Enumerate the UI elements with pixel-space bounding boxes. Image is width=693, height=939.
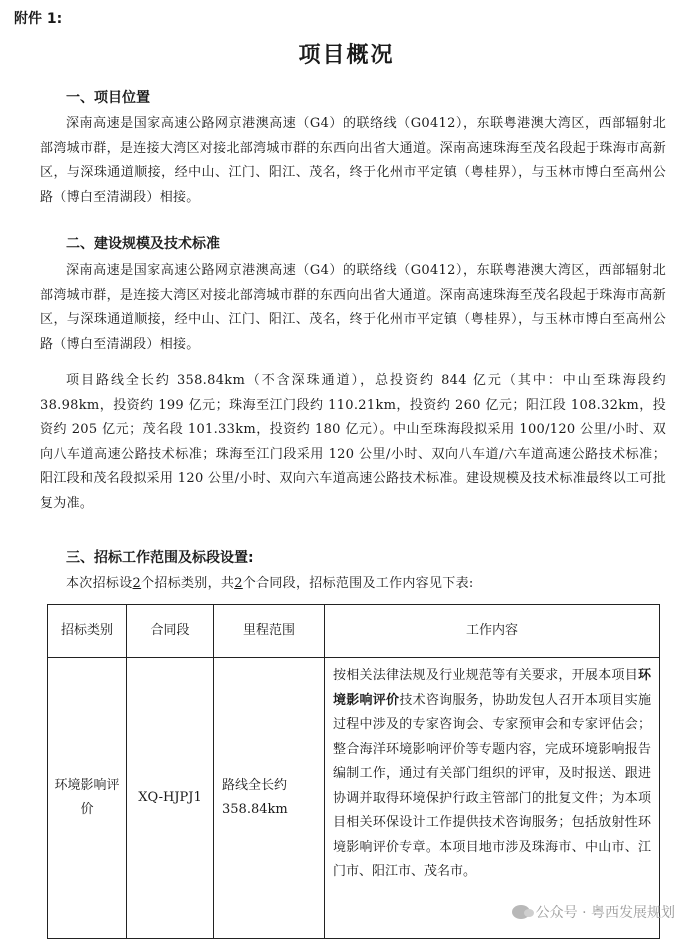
watermark-text: 公众号 · 粤西发展规划 — [535, 905, 675, 921]
section-heading-location: 一、项目位置 — [66, 90, 150, 106]
work-highlight: 环境影响评价 — [333, 668, 651, 708]
page-title: 项目概况 — [298, 43, 395, 68]
attachment-label: 附件 1: — [14, 11, 63, 27]
cell-contract: XQ-HJPJ1 — [127, 658, 214, 939]
header-contract: 合同段 — [127, 605, 214, 658]
category-count: 2 — [132, 576, 142, 591]
header-work: 工作内容 — [325, 605, 660, 658]
section-heading-bidding: 三、招标工作范围及标段设置: — [66, 550, 254, 566]
header-category: 招标类别 — [48, 605, 127, 658]
cell-category: 环境影响评价 — [48, 658, 127, 939]
wechat-icon — [512, 905, 530, 919]
bidding-table — [47, 604, 660, 939]
table-header-row — [48, 605, 660, 658]
paragraph-location: 深南高速是国家高速公路网京港澳高速（G4）的联络线（G0412），东联粤港澳大湾区，西部辐射北部湾城市群，是连接大湾区对接北部湾城市群的东西向出省大通道。深南高速珠海至茂名段起于珠海市高新区，与深珠通道顺接，经中山、江门、阳江、茂名，终于化州市平定镇（粤桂界），与玉林市博白至高州公路（博白至清湖段）相接。 — [40, 116, 666, 205]
section-heading-scale: 二、建设规模及技术标准 — [66, 236, 220, 252]
contract-count: 2 — [234, 576, 243, 591]
table-row — [48, 658, 660, 939]
paragraph-bidding-intro: 本次招标设2个招标类别，共2个合同段，招标范围及工作内容见下表: — [66, 576, 474, 591]
watermark — [512, 902, 675, 922]
paragraph-scale-2: 项目路线全长约 358.84km（不含深珠通道），总投资约 844 亿元（其中：中山至珠海段约 38.98km，投资约 199 亿元；珠海至江门段约 110.21km，投资约 260 亿元；阳江段 108.32km，投资约 205 亿元；茂名段 101.33km，投资约 180 亿元）。中山至珠海段拟采用 100/120 公里/小时、双向八车道高速公路技术标准；珠海至江门段采用 120 公里/小时、双向八车道/六车道高速公路技术标准；阳江段和茂名段拟采用 120 公里/小时、双向六车道高速公路技术标准。建设规模及技术标准最终以工可批复为准。 — [40, 373, 666, 511]
cell-work: 按相关法律法规及行业规范等有关要求，开展本项目环境影响评价技术咨询服务，协助发包人召开本项目实施过程中涉及的专家咨询会、专家预审会和专家评估会；整合海洋环境影响评价等专题内容，完成环境影响报告编制工作，通过有关部门组织的评审，及时报送、跟进协调并取得环境保护行政主管部门的批复文件；为本项目相关环保设计工作提供技术咨询服务；包括放射性环境影响评价专章。本项目地市涉及珠海市、中山市、江门市、阳江市、茂名市。 — [325, 658, 660, 939]
paragraph-scale-1: 深南高速是国家高速公路网京港澳高速（G4）的联络线（G0412），东联粤港澳大湾区，西部辐射北部湾城市群，是连接大湾区对接北部湾城市群的东西向出省大通道。深南高速珠海至茂名段起于珠海市高新区，与深珠通道顺接，经中山、江门、阳江、茂名，终于化州市平定镇（粤桂界），与玉林市博白至高州公路（博白至清湖段）相接。 — [40, 263, 666, 352]
cell-range: 路线全长约358.84km — [214, 658, 325, 939]
header-range: 里程范围 — [214, 605, 325, 658]
